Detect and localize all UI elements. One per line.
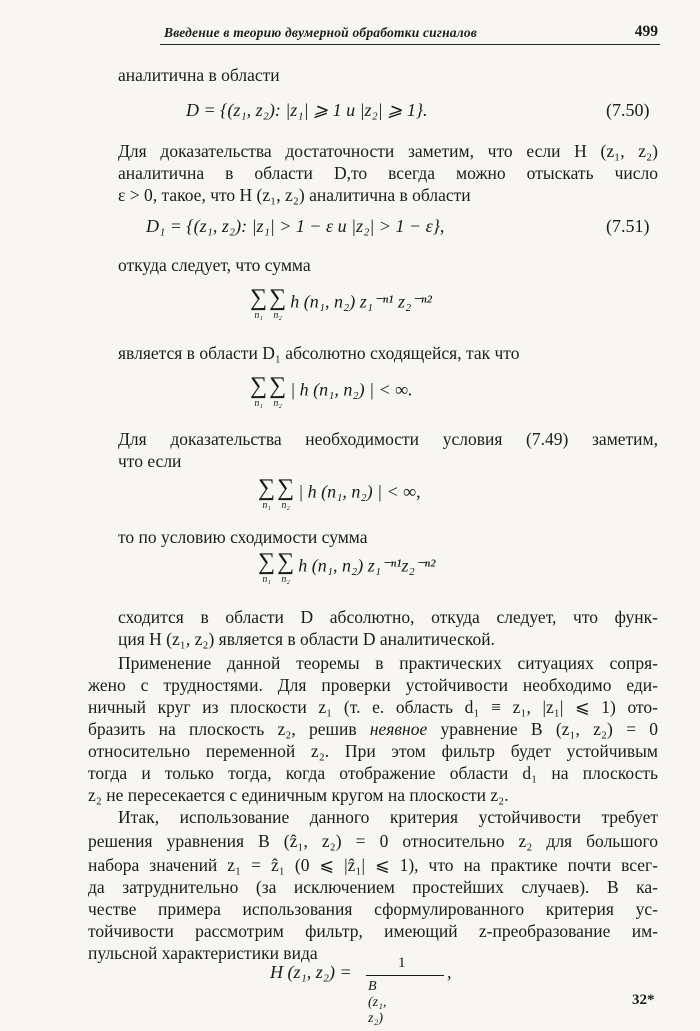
text-line: откуда следует, что сумма bbox=[118, 255, 311, 275]
equation-7-50: D = {(z₁, z₂): |z₁| ⩾ 1 и |z₂| ⩾ 1}. bbox=[186, 100, 428, 120]
equation-7-51: D₁ = {(z₁, z₂): |z₁| > 1 − ε и |z₂| > 1 − ε}, bbox=[146, 216, 445, 236]
paragraph-line: набора значений z₁ = ẑ₁ (0 ⩽ |ẑ₁| ⩽ 1), что на практике почти всег- bbox=[88, 855, 658, 875]
paragraph-line: жено с трудностями. Для проверки устойчивости необходимо еди- bbox=[88, 675, 658, 695]
paragraph-line: Применение данной теоремы в практических ситуациях сопря- bbox=[118, 653, 658, 673]
text-line: то по условию сходимости сумма bbox=[118, 527, 368, 547]
final-formula-comma: , bbox=[447, 962, 452, 982]
text-line: Для доказательства необходимости условия (7.49) заметим, bbox=[118, 429, 658, 449]
sum-formula-1: ∑ n₁ ∑ n₂ h (n₁, n₂) z₁⁻ⁿ¹ z₂⁻ⁿ² bbox=[250, 285, 432, 321]
text-line: ε > 0, такое, что H (z₁, z₂) аналитична в области bbox=[118, 185, 471, 205]
paragraph-line: да затруднительно (за исключением простейших случаев). В ка- bbox=[88, 877, 658, 897]
text-line: аналитична в области bbox=[118, 65, 280, 85]
text-line: Для доказательства достаточности заметим, что если H (z₁, z₂) bbox=[118, 141, 658, 161]
text-line: ция H (z₁, z₂) является в области D аналитической. bbox=[118, 629, 495, 649]
fraction-numerator: 1 bbox=[398, 955, 406, 971]
text-line: сходится в области D абсолютно, откуда следует, что функ- bbox=[118, 607, 658, 627]
paragraph-line: бразить на плоскость z₂, решив неявное уравнение B (z₁, z₂) = 0 bbox=[88, 719, 658, 739]
sum-formula-2: ∑ n₁ ∑ n₂ | h (n₁, n₂) | < ∞. bbox=[250, 373, 413, 409]
text-line: является в области D₁ абсолютно сходящейся, так что bbox=[118, 343, 520, 363]
page-number: 499 bbox=[634, 23, 658, 40]
text-line: что если bbox=[118, 451, 182, 471]
sum-formula-3: ∑ n₁ ∑ n₂ | h (n₁, n₂) | < ∞, bbox=[258, 475, 421, 511]
paragraph-line: решения уравнения B (ẑ₁, z₂) = 0 относительно z₂ для большого bbox=[88, 831, 658, 851]
paragraph-line: ничный круг из плоскости z₁ (т. е. область d₁ ≡ z₁, |z₁| ⩽ 1) ото- bbox=[88, 697, 658, 717]
equation-number: (7.50) bbox=[606, 100, 650, 120]
sum-formula-4: ∑ n₁ ∑ n₂ h (n₁, n₂) z₁⁻ⁿ¹z₂⁻ⁿ² bbox=[258, 549, 436, 585]
page-header bbox=[160, 22, 660, 45]
paragraph-line: пульсной характеристики вида bbox=[88, 943, 318, 963]
fraction-denominator: B (z₁, z₂) bbox=[368, 979, 387, 1026]
paragraph-line: Итак, использование данного критерия устойчивости требует bbox=[118, 807, 658, 827]
paragraph-line: относительно переменной z₂. При этом фильтр будет устойчивым bbox=[88, 741, 658, 761]
paragraph-line: тогда и только тогда, когда отображение области d₁ на плоскость bbox=[88, 763, 658, 783]
equation-number: (7.51) bbox=[606, 216, 650, 236]
paragraph-line: тойчивости рассмотрим фильтр, имеющий z-преобразование им- bbox=[88, 921, 658, 941]
text-line: аналитична в области D,то всегда можно отыскать число bbox=[118, 163, 658, 183]
paragraph-line: z₂ не пересекается с единичным кругом на плоскости z₂. bbox=[88, 785, 509, 805]
signature-mark: 32* bbox=[632, 992, 655, 1008]
emphasis-implicit: неявное bbox=[369, 719, 428, 739]
final-formula-lhs: H (z₁, z₂) = bbox=[270, 962, 352, 982]
fraction-bar bbox=[366, 975, 444, 976]
running-title: Введение в теорию двумерной обработки сигналов bbox=[164, 25, 478, 40]
paragraph-line: честве примера использования сформулированного критерия ус- bbox=[88, 899, 658, 919]
